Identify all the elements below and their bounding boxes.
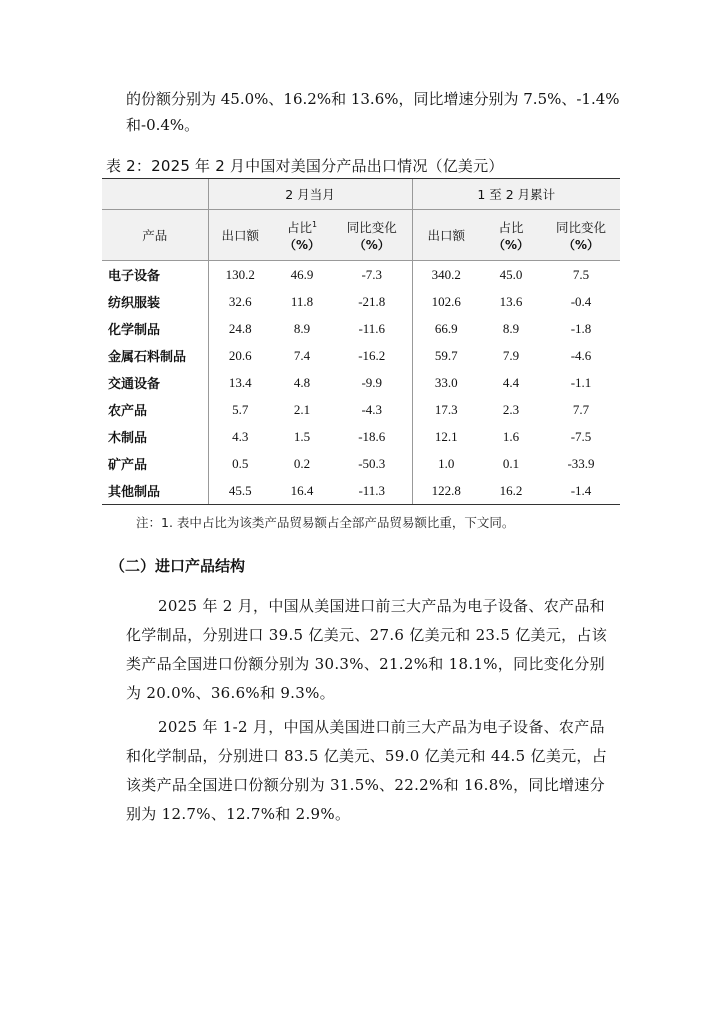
- table-row: [102, 315, 620, 342]
- cell-share2: 13.6: [499, 293, 523, 309]
- cell-chg: -50.3: [358, 455, 386, 471]
- cell-chg: -9.9: [361, 374, 383, 390]
- cell-name: 化学制品: [108, 323, 161, 338]
- cell-name: 纺织服装: [108, 296, 161, 311]
- col-header-share-ytd-label: 占比: [498, 219, 524, 235]
- cell-chg2: -0.4: [570, 293, 592, 309]
- cell-exp: 0.5: [208, 450, 272, 477]
- cell-name: 农产品: [108, 404, 148, 419]
- table-row: [102, 261, 620, 289]
- group-header-empty: [102, 179, 208, 210]
- cell-chg2: 7.7: [572, 401, 590, 417]
- cell-exp2: 17.3: [412, 396, 480, 423]
- cell-exp: 20.6: [208, 342, 272, 369]
- cell-chg: -11.6: [358, 320, 386, 336]
- cell-exp: 130.2: [208, 261, 272, 289]
- cell-exp2: 340.2: [412, 261, 480, 289]
- cell-share: 46.9: [272, 261, 332, 289]
- cell-share2: 45.0: [480, 261, 542, 289]
- cell-share: 8.9: [293, 320, 311, 336]
- cell-exp: 5.7: [208, 396, 272, 423]
- cell-exp2: 122.8: [412, 477, 480, 505]
- table-row: [102, 477, 620, 505]
- cell-exp: 32.6: [208, 288, 272, 315]
- cell-share: 7.4: [293, 347, 311, 363]
- cell-share2: 7.9: [502, 347, 520, 363]
- table-group-header: [102, 179, 620, 210]
- cell-exp: 4.3: [208, 423, 272, 450]
- import-paragraph-2: 2025 年 1-2 月，中国从美国进口前三大产品为电子设备、农产品和化学制品，分别进口 83.5 亿美元、59.0 亿美元和 44.5 亿美元，占该类产品全国进口份额分别为 31.5%、22.2%和 16.8%，同比增速分别为 12.7%、12.7%和 2.9%。: [126, 718, 608, 823]
- table-row: [102, 396, 620, 423]
- group-header-ytd: 1 至 2 月累计: [412, 179, 620, 210]
- intro-line-1: 的份额分别为 45.0%、16.2%和 13.6%，同比增速分别为 7.5%、-1.4%: [126, 90, 620, 108]
- cell-share: 2.1: [293, 401, 311, 417]
- cell-chg: -21.8: [358, 293, 386, 309]
- table-row: [102, 369, 620, 396]
- col-header-share-ytd: [480, 210, 542, 261]
- cell-exp2: 59.7: [412, 342, 480, 369]
- cell-exp: 45.5: [208, 477, 272, 505]
- table-row: [102, 288, 620, 315]
- cell-share: 16.4: [272, 477, 332, 505]
- cell-exp2: 66.9: [412, 315, 480, 342]
- cell-chg: -7.3: [332, 261, 412, 289]
- table-row: [102, 423, 620, 450]
- cell-exp2: 1.0: [412, 450, 480, 477]
- table-row: [102, 342, 620, 369]
- cell-share2: 16.2: [480, 477, 542, 505]
- table-body: [102, 261, 620, 505]
- cell-chg: -4.3: [361, 401, 383, 417]
- col-header-change-ytd-label: 同比变化: [555, 219, 606, 235]
- cell-chg2: -33.9: [567, 455, 595, 471]
- cell-chg: -11.3: [332, 477, 412, 505]
- col-header-share-unit: （%）: [283, 237, 321, 252]
- section-title: （二）进口产品结构: [110, 557, 246, 575]
- cell-chg: -18.6: [358, 428, 386, 444]
- table-column-header: [102, 210, 620, 261]
- cell-share2: 4.4: [502, 374, 520, 390]
- cell-exp2: 102.6: [412, 288, 480, 315]
- cell-name: 木制品: [108, 431, 148, 446]
- col-header-share-ytd-unit: （%）: [492, 237, 530, 252]
- col-header-share-label: 占比: [286, 219, 312, 235]
- intro-paragraph: [126, 86, 626, 138]
- cell-name: 金属石料制品: [108, 350, 187, 365]
- footnote-mark: 1: [311, 219, 318, 229]
- cell-exp2: 33.0: [412, 369, 480, 396]
- cell-chg2: 7.5: [542, 261, 620, 289]
- cell-share: 11.8: [290, 293, 314, 309]
- cell-name: 矿产品: [108, 458, 148, 473]
- table-footnote: 注：1. 表中占比为该类产品贸易额占全部产品贸易额比重，下文同。: [136, 515, 515, 530]
- cell-share: 4.8: [293, 374, 311, 390]
- cell-exp: 24.8: [208, 315, 272, 342]
- table-caption: 表 2：2025 年 2 月中国对美国分产品出口情况（亿美元）: [106, 157, 504, 175]
- cell-chg2: -1.8: [570, 320, 592, 336]
- col-header-change: [332, 210, 412, 261]
- export-table: [102, 178, 620, 505]
- cell-chg2: -4.6: [570, 347, 592, 363]
- cell-name: 电子设备: [102, 261, 208, 289]
- col-header-change-unit: （%）: [353, 237, 390, 252]
- cell-chg2: -7.5: [570, 428, 592, 444]
- cell-exp2: 12.1: [412, 423, 480, 450]
- group-header-feb: 2 月当月: [208, 179, 412, 210]
- col-header-share: [272, 210, 332, 261]
- intro-line-2: 和-0.4%。: [126, 116, 200, 134]
- cell-share: 0.2: [293, 455, 311, 471]
- cell-share2: 2.3: [502, 401, 520, 417]
- col-header-change-ytd-unit: （%）: [562, 237, 600, 252]
- cell-share: 1.5: [293, 428, 311, 444]
- cell-name: 交通设备: [108, 377, 161, 392]
- col-header-change-ytd: [542, 210, 620, 261]
- col-header-change-label: 同比变化: [346, 219, 397, 235]
- cell-exp: 13.4: [208, 369, 272, 396]
- cell-name: 其他制品: [102, 477, 208, 505]
- cell-share2: 0.1: [502, 455, 520, 471]
- cell-chg: -16.2: [358, 347, 386, 363]
- cell-share2: 1.6: [502, 428, 520, 444]
- import-paragraph-1: 2025 年 2 月，中国从美国进口前三大产品为电子设备、农产品和化学制品，分别进口 39.5 亿美元、27.6 亿美元和 23.5 亿美元，占该类产品全国进口份额分别为 30.3%、21.2%和 18.1%，同比变化分别为 20.0%、36.6%和 9.3%。: [126, 597, 608, 702]
- table-row: [102, 450, 620, 477]
- col-header-product: 产品: [102, 210, 208, 261]
- cell-chg2: -1.1: [570, 374, 592, 390]
- cell-share2: 8.9: [502, 320, 520, 336]
- col-header-export-ytd: 出口额: [412, 210, 480, 261]
- cell-chg2: -1.4: [542, 477, 620, 505]
- col-header-export: 出口额: [208, 210, 272, 261]
